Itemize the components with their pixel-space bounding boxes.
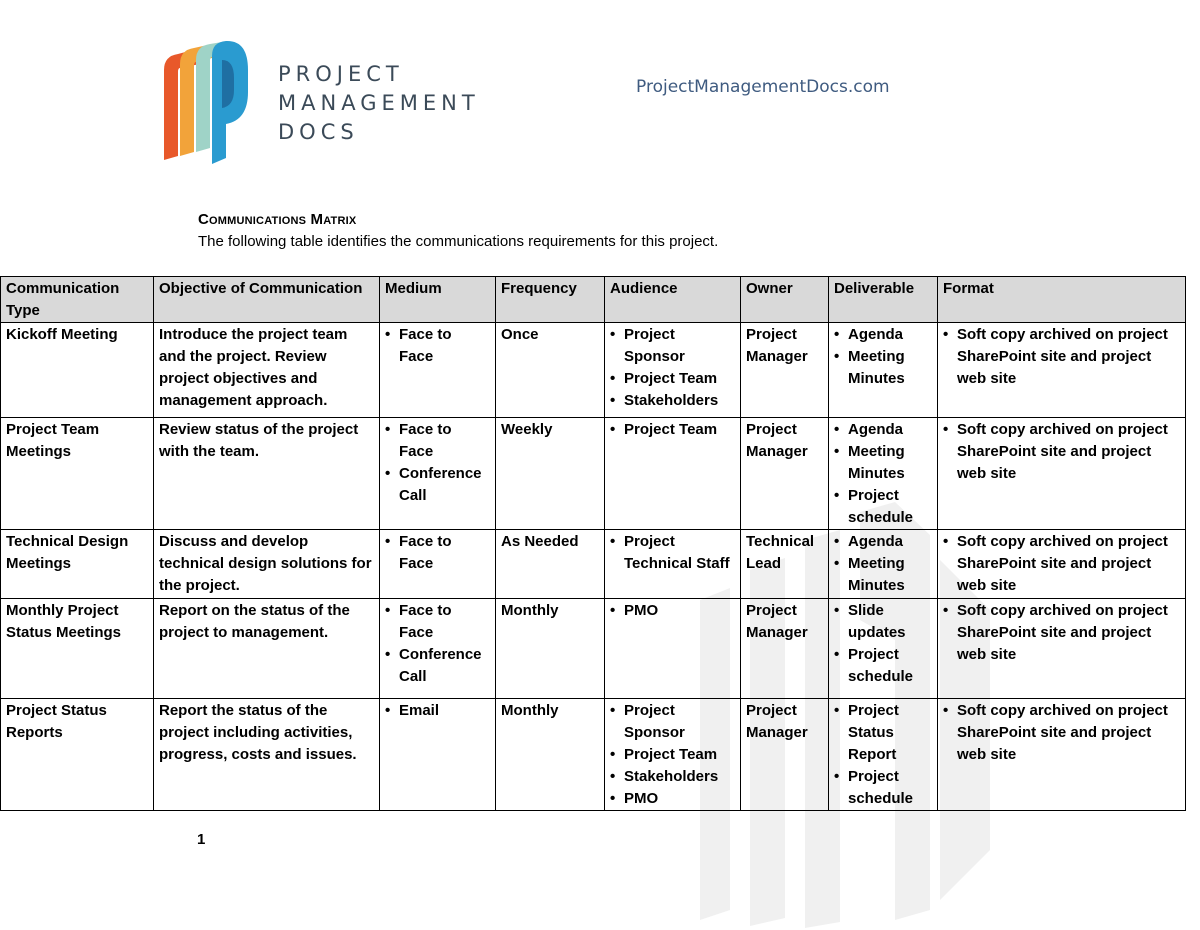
list-item: • Soft copy archived on project SharePoint site and project web site (943, 700, 1179, 766)
table-header-row (1, 277, 1186, 323)
cell-deliverable (829, 530, 938, 599)
table-row (1, 323, 1186, 418)
cell-medium (380, 530, 496, 599)
logo-icon (160, 40, 250, 166)
list-item: • Soft copy archived on project SharePoint site and project web site (943, 531, 1179, 597)
cell-audience (605, 418, 741, 530)
list-item: • Slide updates (834, 600, 931, 644)
cell-type: Kickoff Meeting (1, 323, 154, 418)
list-item: • Project Sponsor (610, 700, 734, 744)
cell-audience (605, 323, 741, 418)
cell-type: Project Team Meetings (1, 418, 154, 530)
list-item: • Agenda (834, 531, 931, 553)
logo-line: PROJECT (278, 62, 404, 86)
list-item: • Meeting Minutes (834, 553, 931, 597)
cell-deliverable (829, 599, 938, 699)
cell-frequency: Weekly (496, 418, 605, 530)
cell-frequency: Monthly (496, 599, 605, 699)
cell-type: Technical Design Meetings (1, 530, 154, 599)
logo-line: MANAGEMENT (278, 91, 480, 115)
cell-owner: Project Manager (741, 599, 829, 699)
list-item: • Project Sponsor (610, 324, 734, 368)
cell-frequency: As Needed (496, 530, 605, 599)
column-header: Objective of Communication (154, 277, 380, 323)
list-item: • Project Technical Staff (610, 531, 734, 575)
cell-objective: Report the status of the project including activities, progress, costs and issues. (154, 699, 380, 811)
cell-type: Monthly Project Status Meetings (1, 599, 154, 699)
cell-audience (605, 599, 741, 699)
column-header: Frequency (496, 277, 605, 323)
list-item: • Soft copy archived on project SharePoint site and project web site (943, 324, 1179, 390)
table-row (1, 530, 1186, 599)
cell-owner: Project Manager (741, 418, 829, 530)
site-link[interactable]: ProjectManagementDocs.com (636, 77, 890, 97)
cell-format (938, 530, 1186, 599)
list-item: • Email (385, 700, 489, 722)
cell-medium (380, 418, 496, 530)
cell-owner: Project Manager (741, 699, 829, 811)
list-item: • Stakeholders (610, 766, 734, 788)
cell-owner: Technical Lead (741, 530, 829, 599)
cell-format (938, 418, 1186, 530)
column-header: Medium (380, 277, 496, 323)
list-item: • Face to Face (385, 324, 489, 368)
cell-medium (380, 599, 496, 699)
cell-frequency: Once (496, 323, 605, 418)
list-item: • Soft copy archived on project SharePoint site and project web site (943, 600, 1179, 666)
page-number: 1 (197, 831, 206, 848)
cell-medium (380, 323, 496, 418)
logo-line: DOCS (278, 120, 359, 144)
list-item: • Project Team (610, 419, 734, 441)
cell-deliverable (829, 699, 938, 811)
list-item: • Meeting Minutes (834, 441, 931, 485)
cell-deliverable (829, 418, 938, 530)
list-item: • Soft copy archived on project SharePoint site and project web site (943, 419, 1179, 485)
cell-owner: Project Manager (741, 323, 829, 418)
list-item: • Face to Face (385, 600, 489, 644)
logo-wordmark (278, 60, 480, 147)
list-item: • Project Team (610, 368, 734, 390)
list-item: • Project schedule (834, 485, 931, 529)
column-header: Communication Type (1, 277, 154, 323)
list-item: • Conference Call (385, 463, 489, 507)
list-item: • Project Status Report (834, 700, 931, 766)
list-item: • PMO (610, 788, 734, 810)
list-item: • PMO (610, 600, 734, 622)
cell-format (938, 323, 1186, 418)
document-intro: The following table identifies the communications requirements for this project. (198, 233, 719, 250)
list-item: • Face to Face (385, 419, 489, 463)
cell-frequency: Monthly (496, 699, 605, 811)
list-item: • Meeting Minutes (834, 346, 931, 390)
cell-format (938, 699, 1186, 811)
table-row (1, 418, 1186, 530)
table-row (1, 599, 1186, 699)
cell-objective: Report on the status of the project to management. (154, 599, 380, 699)
list-item: • Agenda (834, 419, 931, 441)
column-header: Format (938, 277, 1186, 323)
column-header: Audience (605, 277, 741, 323)
table-row (1, 699, 1186, 811)
cell-audience (605, 699, 741, 811)
list-item: • Project schedule (834, 644, 931, 688)
cell-objective: Review status of the project with the team. (154, 418, 380, 530)
list-item: • Project schedule (834, 766, 931, 810)
list-item: • Project Team (610, 744, 734, 766)
column-header: Owner (741, 277, 829, 323)
list-item: • Conference Call (385, 644, 489, 688)
column-header: Deliverable (829, 277, 938, 323)
cell-format (938, 599, 1186, 699)
cell-medium (380, 699, 496, 811)
list-item: • Agenda (834, 324, 931, 346)
cell-deliverable (829, 323, 938, 418)
cell-type: Project Status Reports (1, 699, 154, 811)
communications-matrix-table (0, 276, 1186, 811)
cell-objective: Discuss and develop technical design solutions for the project. (154, 530, 380, 599)
cell-audience (605, 530, 741, 599)
document-title: Communications Matrix (198, 211, 357, 228)
list-item: • Stakeholders (610, 390, 734, 412)
list-item: • Face to Face (385, 531, 489, 575)
cell-objective: Introduce the project team and the project. Review project objectives and management approach. (154, 323, 380, 418)
